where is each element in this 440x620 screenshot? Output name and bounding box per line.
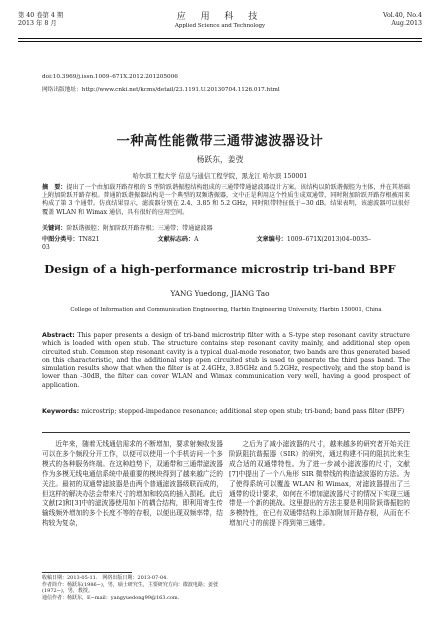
keywords-en-text: microstrip; stepped-impedance resonance; additional step open stub; tri-band; band pass filter (BPF) [81,408,405,415]
keywords-cn-label: 关键词： [42,225,67,232]
body-paragraph-left: 近年来，随着无线通信需求的不断增加，要求射频收发器可以在多个频段分开工作，以便可以使用一个手机访问一个多模式的各种服务终端。在这种趋势下，双通带和三通带滤波器作为多模无线电通信系统中最重要的模块得到了越来越广泛的关注。最初的双通带滤波器是由两个普通滤波器级联而成的，但这样的解决办法会带来尺寸的增加和较高的插入损耗。此后文献[2]和[3]中的滤波器使用加下的耦合结构，即利用寄生传输线频外增加的多个长度不等的存根，以便出现双频率带，结构较为复杂， [42,440,223,528]
keywords-en [42,408,410,416]
document-code: 文献标志码：A [157,236,199,243]
footnote-bio: 作者简介：杨跃东(1986−)，男，硕士研究生，主要研究方向：微波电路；姜弢(1972−)，男，教授。 [42,581,218,594]
header-right [383,12,422,28]
keywords-en-label: Keywords: [42,408,80,415]
date-cn: 2013 年 8 月 [18,20,57,27]
online-url-line: 网络出版地址：http://www.cnki.net/kcms/detail/23.1191.U.20130704.1126.017.html [42,87,280,93]
footnote-received: 收稿日期：2013-05-11. 网络出版日期：2013-07-04. [42,575,168,581]
keywords-cn-text: 阶跃谐振腔；附加阶跃开路存根；三通带；带通滤波器 [66,225,213,232]
body-column-right [229,440,410,529]
abstract-en [42,332,410,390]
doi-line: doi:10.3969/j.issn.1009–671X.2012.201205006 [42,74,178,80]
clc-number: 中图分类号：TN821 [42,236,100,243]
keywords-cn [42,225,410,233]
article-title-cn: 一种高性能微带三通带滤波器设计 [116,134,324,149]
footnote-contact: 通信作者：杨跃东，E−mail：yangyuedong99@163.com. [42,594,180,601]
authors-cn: 杨跃东，姜弢 [196,155,244,164]
article-number: 文章编号：1009–671X(2013)04–0035–03 [42,236,372,252]
date-en: Aug.2013 [391,20,422,27]
journal-name-cn: 应 用 科 技 [176,12,264,22]
article-title-en: Design of a high-performance microstrip tri-band BPF [44,262,396,276]
issue-cn: 第 40 卷第 4 期 [18,12,64,19]
abstract-cn-text: 提出了一个由加载开路存根的 S 型阶跃谐振腔结构组成的三通带带通滤波器设计方案。该结构以阶跃谐振腔为主体，并在其基础上附加阶跃开路存根。普通阶跃谐振器结构是一个典型的双频谐振器，文中正是利用这个性质生成双通带，同时附加阶跃开路存根被用来构成了第 3 个通带。仿真结果显示，滤波器分别在 2.4、3.85 和 5.2 GHz，同时阻带特征低于−30 dB。结果表明，该滤波器可以很好覆盖 WLAN 和 Wimax 通信，具有很好的应用空间。 [42,184,410,216]
abstract-divider [42,432,410,433]
header-center [18,12,422,30]
volume-en: Vol.40, No.4 [383,12,422,19]
affiliation-en: College of Information and Communication Engineering, Harbin Engineering University, Harbin 150001, China [70,307,382,313]
abstract-cn-label: 摘 要： [42,184,67,191]
body-column-left [42,440,223,529]
footnote [42,575,223,601]
body-paragraph-right: 之后为了减小滤波器的尺寸，越来越多的研究者开始关注阶跃阻抗谐振器（SIR）的研究，通过构建不同的阻抗比来生成合适的双通带特性。为了进一步减小滤波器的尺寸，文献[7]中提出了一个八角形 SIR 微带线的构造滤波器的方法。为了使得系统可以覆盖 WLAN 和 Wimax，对滤波器提出了三通带的设计要求，如何在不增加滤波器尺寸的情况下实现三通带是一个新的挑战。这里提出的方法主要是利用阶跃谐振腔的多模特性，在已有双通带结构上添加附加开路存根，从而在不增加尺寸的前提下得到第三通带。 [229,440,410,528]
abstract-en-label: Abstract: [42,332,75,339]
affiliation-cn: 哈尔滨工程大学 信息与通信工程学院，黑龙江 哈尔滨 150001 [132,173,308,180]
journal-name-en: Applied Science and Technology [174,23,266,29]
abstract-en-text: This paper presents a design of tri-band microstrip filter with a S-type step resonant cavity structure which is loaded with open stub. The structure contains step resonant cavity mainly, and additional step open circuited stub. Common step resonant cavity is a typical dual-mode resonator, two bands are thus generated based on this characteristic, and the additional step open circuited stub is used to generate the third pass band. The simulation results show that when the filter is at 2.4GHz, 3.85GHz and 5.2GHz, respectively, and the stop band is lower than -30dB, the filter can cover WLAN and Wimax communication very well, having a good prospect of application. [42,332,411,389]
abstract-cn [42,184,410,217]
footnote-rule [42,572,132,573]
header-rule-thin [18,41,422,42]
authors-en: YANG Yuedong, JIANG Tao [170,289,270,298]
classification-line [42,236,410,252]
header-rule-thick [18,38,422,39]
